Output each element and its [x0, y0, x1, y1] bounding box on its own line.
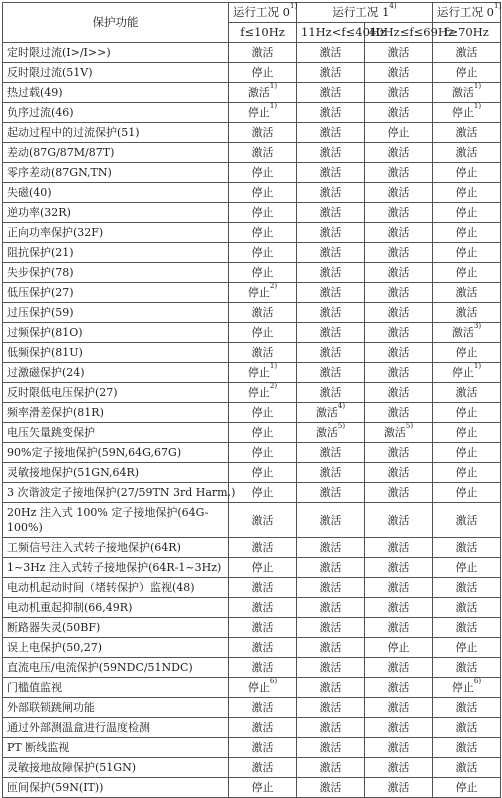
- table-body: [3, 43, 501, 798]
- table-row: [3, 243, 501, 263]
- status-cell: 激活: [297, 778, 365, 798]
- status-cell: 激活: [297, 43, 365, 63]
- table-row: [3, 203, 501, 223]
- status-cell: 激活: [365, 558, 433, 578]
- status-cell: 停止: [433, 163, 501, 183]
- status-cell: 停止: [229, 263, 297, 283]
- function-name: 灵敏接地故障保护(51GN): [3, 758, 229, 778]
- table-row: [3, 503, 501, 538]
- footnote-marker: 1): [269, 102, 278, 111]
- function-name: 负序过流(46): [3, 103, 229, 123]
- status-cell: 激活: [297, 63, 365, 83]
- function-name: 断路器失灵(50BF): [3, 618, 229, 638]
- table-row: [3, 143, 501, 163]
- table-row: [3, 403, 501, 423]
- status-cell: 停止: [229, 323, 297, 343]
- status-cell: 停止: [433, 443, 501, 463]
- status-cell: 停止: [433, 263, 501, 283]
- status-cell: 激活: [229, 718, 297, 738]
- status-cell: 激活: [229, 738, 297, 758]
- status-cell: 激活: [297, 558, 365, 578]
- status-cell: 激活: [365, 143, 433, 163]
- status-cell: 停止: [433, 423, 501, 443]
- footnote-marker: 5): [337, 422, 346, 431]
- status-cell: 激活: [297, 483, 365, 503]
- status-cell: 激活: [365, 538, 433, 558]
- function-name: 电动机起动时间（堵转保护）监视(48): [3, 578, 229, 598]
- function-name: 差动(87G/87M/87T): [3, 143, 229, 163]
- table-row: [3, 183, 501, 203]
- status-cell: 激活: [433, 43, 501, 63]
- function-name: 误上电保护(50,27): [3, 638, 229, 658]
- status-cell: 激活: [229, 758, 297, 778]
- function-name: 20Hz 注入式 100% 定子接地保护(64G-100%): [3, 503, 229, 538]
- status-cell: 停止: [229, 483, 297, 503]
- table-row: [3, 638, 501, 658]
- status-cell: 激活$^{3)}$: [433, 323, 501, 343]
- function-name: PT 断线监视: [3, 738, 229, 758]
- status-cell: 激活$^{4)}$: [297, 403, 365, 423]
- status-cell: 激活: [297, 323, 365, 343]
- status-cell: 激活: [365, 103, 433, 123]
- footnote-marker: 2): [269, 282, 278, 291]
- status-cell: 激活: [229, 503, 297, 538]
- status-cell: 激活: [433, 618, 501, 638]
- status-cell: 停止$^{2)}$: [229, 283, 297, 303]
- status-cell: 停止: [433, 343, 501, 363]
- status-cell: 激活: [229, 538, 297, 558]
- status-cell: 激活: [365, 63, 433, 83]
- footnote-marker: 1): [269, 82, 278, 91]
- table-row: [3, 618, 501, 638]
- table-row: [3, 578, 501, 598]
- status-cell: 激活: [229, 143, 297, 163]
- status-cell: 激活$^{5)}$: [365, 423, 433, 443]
- table-row: [3, 383, 501, 403]
- function-name: 工频信号注入式转子接地保护(64R): [3, 538, 229, 558]
- footnote-marker: 6): [473, 677, 482, 686]
- status-cell: 激活: [433, 538, 501, 558]
- status-cell: 激活$^{1)}$: [433, 83, 501, 103]
- status-cell: 激活: [365, 658, 433, 678]
- status-cell: 激活: [297, 758, 365, 778]
- function-name: 过频保护(81O): [3, 323, 229, 343]
- function-name: 热过载(49): [3, 83, 229, 103]
- table-row: [3, 678, 501, 698]
- status-cell: 激活: [297, 578, 365, 598]
- function-name: 零序差动(87GN,TN): [3, 163, 229, 183]
- status-cell: 激活: [297, 283, 365, 303]
- table-row: [3, 443, 501, 463]
- function-name: 门槛值监视: [3, 678, 229, 698]
- table-row: [3, 698, 501, 718]
- status-cell: 激活: [229, 123, 297, 143]
- table-row: [3, 463, 501, 483]
- status-cell: 激活: [433, 598, 501, 618]
- status-cell: 激活: [365, 43, 433, 63]
- status-cell: 激活: [365, 578, 433, 598]
- function-name: 定时限过流(I>/I>>): [3, 43, 229, 63]
- function-name: 低频保护(81U): [3, 343, 229, 363]
- status-cell: 激活: [229, 698, 297, 718]
- status-cell: 激活: [365, 403, 433, 423]
- table-row: [3, 63, 501, 83]
- status-cell: 激活: [229, 658, 297, 678]
- status-cell: 停止: [229, 423, 297, 443]
- status-cell: 激活: [297, 303, 365, 323]
- status-cell: 停止$^{1)}$: [433, 363, 501, 383]
- status-cell: 激活: [365, 283, 433, 303]
- status-cell: 激活: [229, 618, 297, 638]
- table-row: [3, 778, 501, 798]
- header-row-conditions: [3, 3, 501, 23]
- status-cell: 激活: [365, 738, 433, 758]
- status-cell: 激活: [297, 183, 365, 203]
- status-cell: 激活: [365, 483, 433, 503]
- status-cell: 停止: [365, 123, 433, 143]
- range1-header: f≤10Hz: [229, 23, 297, 43]
- status-cell: 激活: [365, 598, 433, 618]
- function-name: 阻抗保护(21): [3, 243, 229, 263]
- status-cell: 停止: [229, 63, 297, 83]
- range3-header: 40Hz≤f≤69Hz: [365, 23, 433, 43]
- status-cell: 激活: [365, 323, 433, 343]
- table-row: [3, 163, 501, 183]
- status-cell: 停止: [433, 558, 501, 578]
- status-cell: 停止: [433, 403, 501, 423]
- status-cell: 激活: [365, 678, 433, 698]
- status-cell: 激活: [297, 503, 365, 538]
- table-row: [3, 123, 501, 143]
- status-cell: 停止: [433, 223, 501, 243]
- cond0-header: 运行工况 0$^{1)}$: [229, 3, 297, 23]
- status-cell: 激活: [297, 143, 365, 163]
- status-cell: 激活: [297, 263, 365, 283]
- table-row: [3, 363, 501, 383]
- table-row: [3, 538, 501, 558]
- function-name: 过压保护(59): [3, 303, 229, 323]
- status-cell: 停止$^{1)}$: [433, 103, 501, 123]
- table-row: [3, 103, 501, 123]
- status-cell: 激活: [433, 578, 501, 598]
- table-row: [3, 758, 501, 778]
- status-cell: 激活: [365, 223, 433, 243]
- status-cell: 激活: [365, 383, 433, 403]
- function-name: 频率滑差保护(81R): [3, 403, 229, 423]
- range4-header: f≥70Hz: [433, 23, 501, 43]
- status-cell: 激活: [365, 243, 433, 263]
- status-cell: 激活: [297, 598, 365, 618]
- status-cell: 激活: [365, 163, 433, 183]
- status-cell: 停止: [229, 403, 297, 423]
- status-cell: 激活: [297, 638, 365, 658]
- status-cell: 激活: [297, 123, 365, 143]
- table-row: [3, 43, 501, 63]
- status-cell: 激活: [365, 83, 433, 103]
- table-row: [3, 558, 501, 578]
- status-cell: 激活: [365, 718, 433, 738]
- status-cell: 激活: [365, 443, 433, 463]
- status-cell: 激活: [297, 658, 365, 678]
- function-name: 外部联锁跳闸功能: [3, 698, 229, 718]
- status-cell: 激活: [365, 618, 433, 638]
- function-name: 正向功率保护(32F): [3, 223, 229, 243]
- footnote-marker: 4): [337, 402, 346, 411]
- status-cell: 激活: [297, 718, 365, 738]
- cond1-header: 运行工况 1$^{4)}$: [297, 3, 433, 23]
- status-cell: 激活: [365, 463, 433, 483]
- status-cell: 激活: [433, 303, 501, 323]
- table-row: [3, 718, 501, 738]
- footnote-marker: 5): [405, 422, 414, 431]
- status-cell: 激活: [297, 618, 365, 638]
- table-row: [3, 83, 501, 103]
- status-cell: 停止: [365, 638, 433, 658]
- function-name: 低压保护(27): [3, 283, 229, 303]
- table-row: [3, 283, 501, 303]
- function-name: 反时限低电压保护(27): [3, 383, 229, 403]
- status-cell: 激活: [297, 538, 365, 558]
- status-cell: 激活: [297, 738, 365, 758]
- function-header: 保护功能: [3, 3, 229, 43]
- function-name: 通过外部测温盒进行温度检测: [3, 718, 229, 738]
- status-cell: 激活: [297, 103, 365, 123]
- status-cell: 激活: [297, 678, 365, 698]
- status-cell: 激活: [365, 183, 433, 203]
- table-row: [3, 263, 501, 283]
- function-name: 电动机重起抑制(66,49R): [3, 598, 229, 618]
- status-cell: 激活: [433, 143, 501, 163]
- status-cell: 停止: [433, 63, 501, 83]
- status-cell: 激活: [297, 223, 365, 243]
- function-name: 逆功率(32R): [3, 203, 229, 223]
- status-cell: 激活: [433, 123, 501, 143]
- status-cell: 停止: [433, 483, 501, 503]
- status-cell: 停止: [433, 243, 501, 263]
- status-cell: 停止: [229, 223, 297, 243]
- footnote-marker: 1): [269, 362, 278, 371]
- table-row: [3, 343, 501, 363]
- function-name: 过激磁保护(24): [3, 363, 229, 383]
- footnote-marker: 2): [269, 382, 278, 391]
- status-cell: 激活: [297, 363, 365, 383]
- table-row: [3, 423, 501, 443]
- status-cell: 激活: [297, 203, 365, 223]
- status-cell: 激活: [365, 698, 433, 718]
- status-cell: 激活: [433, 658, 501, 678]
- status-cell: 停止: [229, 443, 297, 463]
- footnote-marker: 1): [473, 362, 482, 371]
- status-cell: 激活: [433, 738, 501, 758]
- status-cell: 停止$^{2)}$: [229, 383, 297, 403]
- function-name: 反时限过流(51V): [3, 63, 229, 83]
- function-name: 匝间保护(59N(IT)): [3, 778, 229, 798]
- status-cell: 激活: [365, 363, 433, 383]
- table-row: [3, 738, 501, 758]
- table-row: [3, 658, 501, 678]
- table-row: [3, 303, 501, 323]
- status-cell: 停止$^{1)}$: [229, 103, 297, 123]
- status-cell: 激活: [297, 383, 365, 403]
- status-cell: 激活: [297, 698, 365, 718]
- status-cell: 停止: [433, 183, 501, 203]
- footnote-marker: 3): [473, 322, 482, 331]
- status-cell: 激活: [229, 638, 297, 658]
- footnote-marker: 1): [473, 102, 482, 111]
- status-cell: 激活$^{5)}$: [297, 423, 365, 443]
- footnote-marker: 6): [269, 677, 278, 686]
- function-name: 3 次谐波定子接地保护(27/59TN 3rd Harm.): [3, 483, 229, 503]
- table-row: [3, 223, 501, 243]
- status-cell: 激活: [433, 383, 501, 403]
- status-cell: 激活: [297, 463, 365, 483]
- function-name: 90%定子接地保护(59N,64G,67G): [3, 443, 229, 463]
- status-cell: 停止$^{1)}$: [229, 363, 297, 383]
- cond0b-header: 运行工况 0$^{1)}$: [433, 3, 501, 23]
- status-cell: 激活: [365, 263, 433, 283]
- range2-header: 11Hz<f≤40Hz: [297, 23, 365, 43]
- status-cell: 激活: [229, 303, 297, 323]
- status-cell: 激活$^{1)}$: [229, 83, 297, 103]
- table-row: [3, 598, 501, 618]
- function-name: 失步保护(78): [3, 263, 229, 283]
- status-cell: 停止$^{6)}$: [229, 678, 297, 698]
- table-row: [3, 323, 501, 343]
- status-cell: 激活: [433, 283, 501, 303]
- status-cell: 激活: [433, 503, 501, 538]
- status-cell: 停止: [229, 203, 297, 223]
- status-cell: 激活: [433, 758, 501, 778]
- protection-functions-table: [2, 2, 501, 798]
- function-name: 灵敏接地保护(51GN,64R): [3, 463, 229, 483]
- status-cell: 激活: [365, 503, 433, 538]
- function-name: 1~3Hz 注入式转子接地保护(64R-1~3Hz): [3, 558, 229, 578]
- status-cell: 激活: [433, 718, 501, 738]
- function-name: 直流电压/电流保护(59NDC/51NDC): [3, 658, 229, 678]
- status-cell: 激活: [297, 243, 365, 263]
- footnote-marker: 1): [473, 82, 482, 91]
- status-cell: 停止: [229, 463, 297, 483]
- status-cell: 激活: [297, 343, 365, 363]
- status-cell: 激活: [229, 343, 297, 363]
- status-cell: 激活: [365, 778, 433, 798]
- status-cell: 激活: [229, 578, 297, 598]
- status-cell: 停止: [229, 163, 297, 183]
- status-cell: 停止: [229, 558, 297, 578]
- status-cell: 激活: [229, 43, 297, 63]
- status-cell: 激活: [229, 598, 297, 618]
- status-cell: 停止$^{6)}$: [433, 678, 501, 698]
- status-cell: 停止: [433, 638, 501, 658]
- status-cell: 停止: [229, 243, 297, 263]
- status-cell: 激活: [365, 343, 433, 363]
- status-cell: 停止: [433, 778, 501, 798]
- status-cell: 停止: [433, 463, 501, 483]
- function-name: 电压矢量跳变保护: [3, 423, 229, 443]
- table-row: [3, 483, 501, 503]
- status-cell: 激活: [433, 698, 501, 718]
- status-cell: 激活: [365, 203, 433, 223]
- status-cell: 停止: [229, 778, 297, 798]
- function-name: 失磁(40): [3, 183, 229, 203]
- function-name: 起动过程中的过流保护(51): [3, 123, 229, 143]
- status-cell: 停止: [433, 203, 501, 223]
- status-cell: 停止: [229, 183, 297, 203]
- status-cell: 激活: [297, 83, 365, 103]
- status-cell: 激活: [365, 303, 433, 323]
- status-cell: 激活: [365, 758, 433, 778]
- status-cell: 激活: [297, 443, 365, 463]
- status-cell: 激活: [297, 163, 365, 183]
